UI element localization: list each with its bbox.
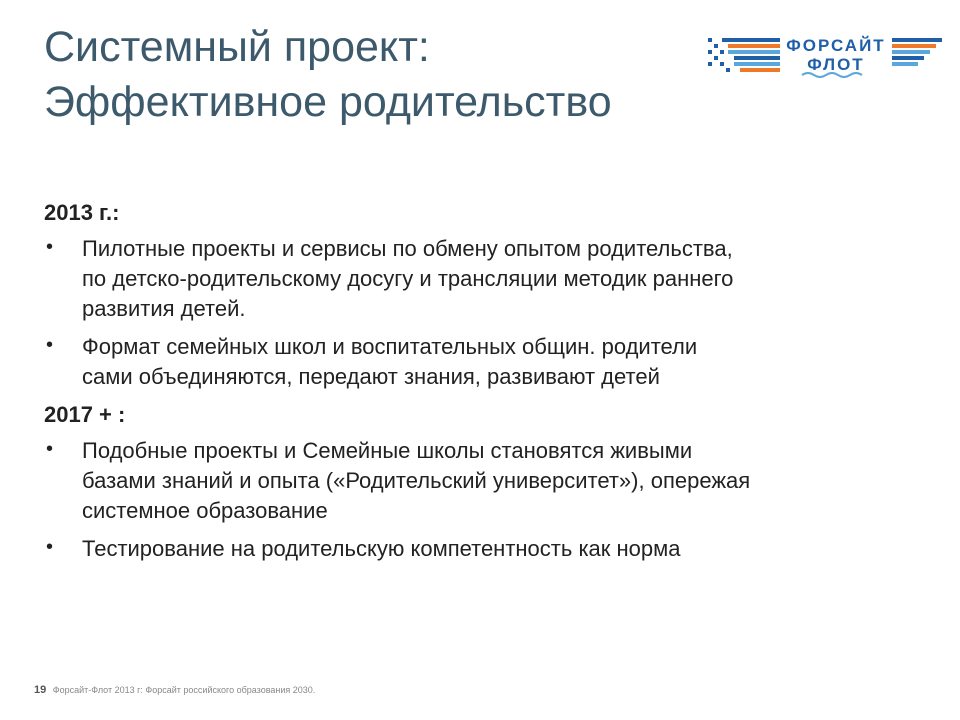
bullet-item: • Подобные проекты и Семейные школы становятся живыми базами знаний и опыта («Родительский университет»), опережая системное образование [44, 436, 924, 526]
section-year: 2017 + : [44, 402, 126, 427]
title-line-2: Эффективное родительство [44, 78, 612, 126]
page-number: 19 [34, 684, 47, 696]
bullet-icon: • [46, 536, 54, 558]
forsight-flot-logo [706, 32, 946, 78]
bullet-item: • Формат семейных школ и воспитательных общин. родители сами объединяются, передают знания, развивают детей [44, 332, 924, 392]
slide-content [44, 198, 924, 572]
title-line-1: Системный проект: [44, 23, 430, 71]
logo-pixels [708, 38, 730, 72]
bullet-icon: • [46, 236, 54, 258]
section-2013 [44, 198, 924, 392]
logo-wave [802, 73, 862, 77]
bullet-item: • Пилотные проекты и сервисы по обмену опытом родительства, по детско-родительскому досугу и трансляции методик раннего развития детей. [44, 234, 924, 324]
section-year: 2013 г.: [44, 200, 120, 225]
section-2017 [44, 400, 924, 564]
bullet-icon: • [46, 438, 54, 460]
bullet-item: • Тестирование на родительскую компетентность как норма [44, 534, 924, 564]
logo-line-2: ФЛОТ [807, 55, 865, 74]
slide-title [44, 20, 704, 130]
slide-footer [34, 684, 315, 696]
bullet-icon: • [46, 334, 54, 356]
logo-line-1: ФОРСАЙТ [786, 36, 886, 55]
footer-text: Форсайт-Флот 2013 г: Форсайт российского образования 2030. [52, 685, 316, 695]
